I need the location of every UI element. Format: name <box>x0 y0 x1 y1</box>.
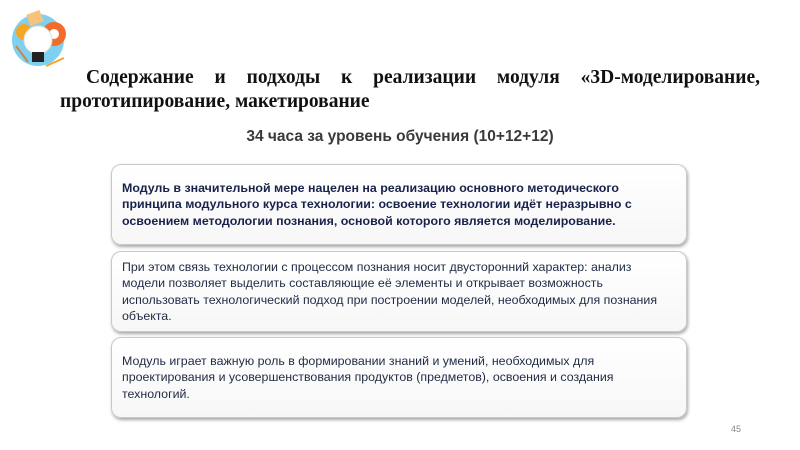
title-line-1: Содержание и подходы к реализации модуля «3D-моделирование, <box>86 67 760 88</box>
lightbulb-gears-logo-icon <box>8 4 70 74</box>
box-text: Модуль играет важную роль в формировании знаний и умений, необходимых для проектирования и усовершенствования продуктов (предметов), освоения и создания технологий. <box>122 353 614 401</box>
title-line-2: прототипирование, макетирование <box>60 91 370 112</box>
slide-subtitle: 34 часа за уровень обучения (10+12+12) <box>246 128 554 145</box>
content-box-3 <box>111 337 687 418</box>
box-text: Модуль в значительной мере нацелен на реализацию основного методического принципа модульного курса технологии: освоение технологии идёт неразрывно с освоением методологии познания, основой которого является моделирование. <box>122 180 632 228</box>
content-box-1 <box>111 164 687 245</box>
slide-title <box>60 66 760 114</box>
box-text: При этом связь технологии с процессом познания носит двусторонний характер: анализ модели позволяет выделить составляющие её элементы и открывает возможность использовать технологический подход при построении моделей, необходимых для познания объекта. <box>122 259 658 323</box>
content-box-2 <box>111 251 687 332</box>
page-number: 45 <box>731 424 742 434</box>
